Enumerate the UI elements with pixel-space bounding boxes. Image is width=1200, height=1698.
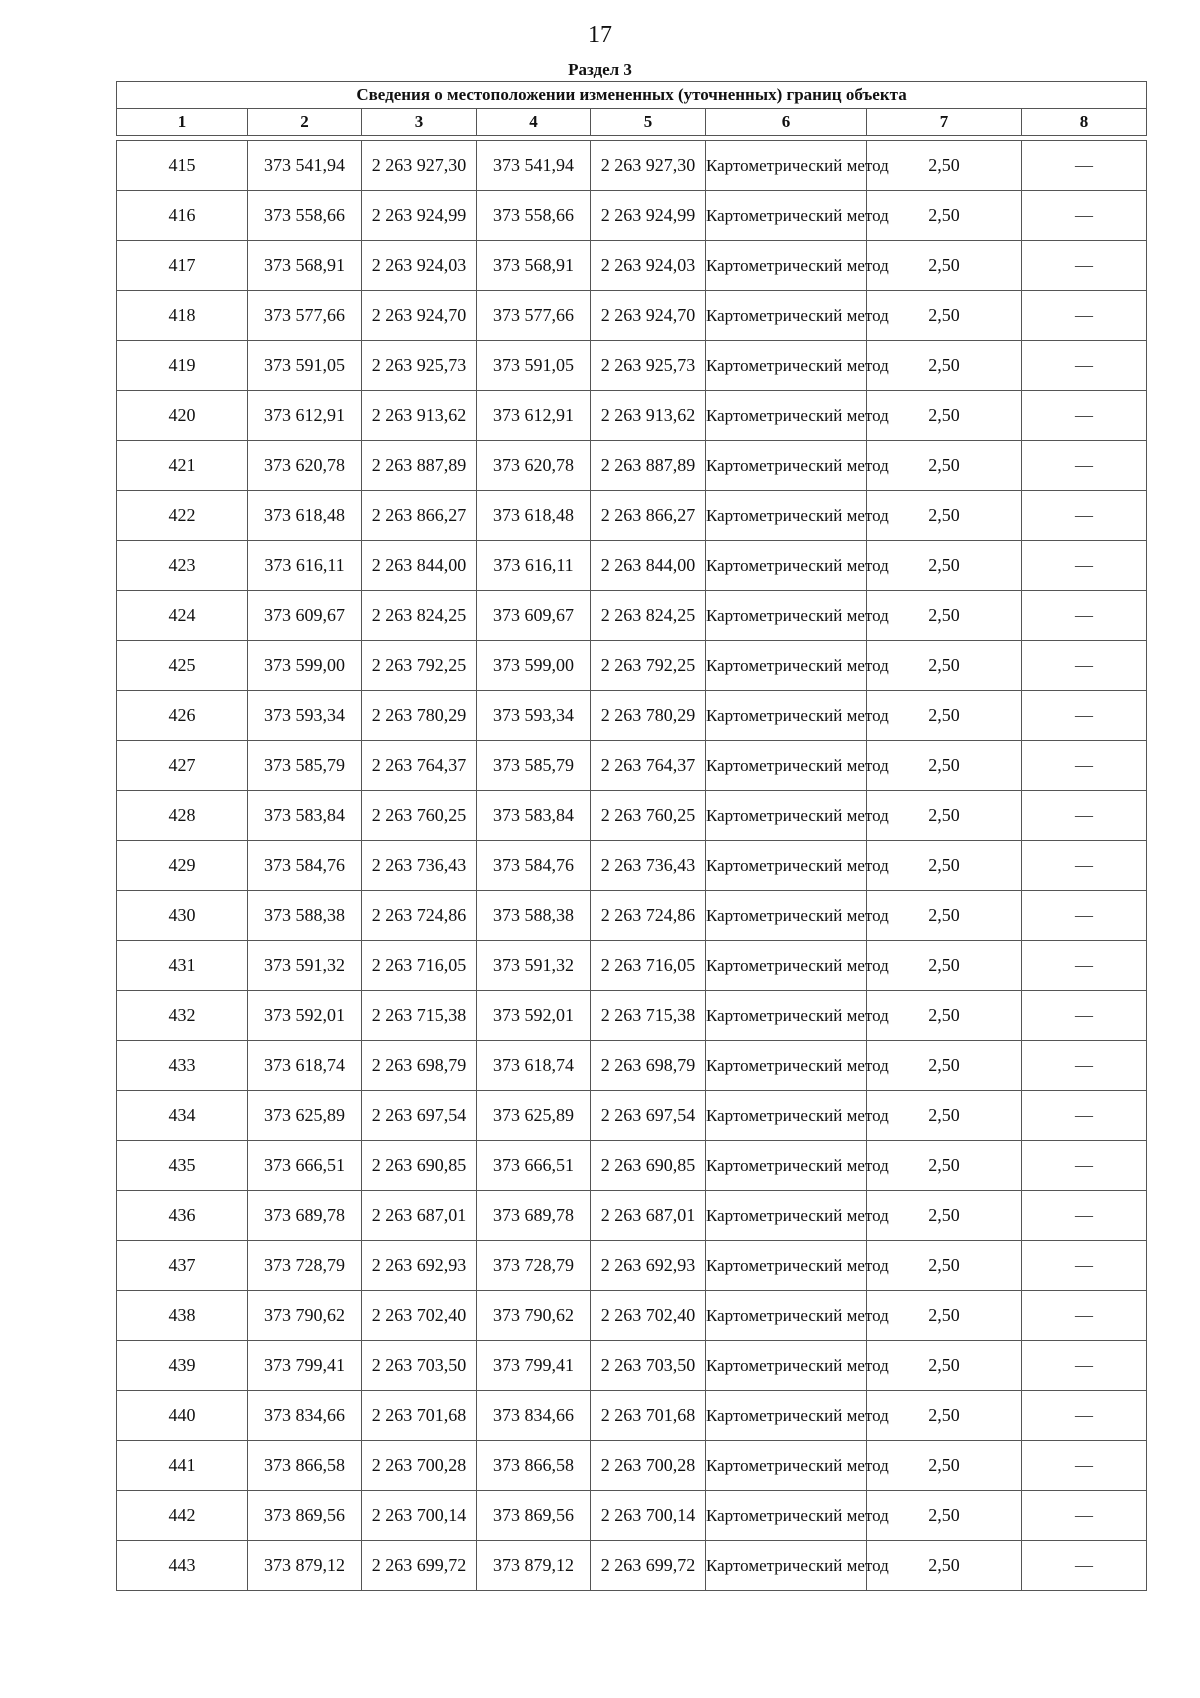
x-refined-cell: 373 879,12 [477, 1541, 591, 1591]
x-refined-cell: 373 541,94 [477, 141, 591, 191]
y-existing-cell: 2 263 698,79 [362, 1041, 477, 1091]
y-existing-cell: 2 263 760,25 [362, 791, 477, 841]
accuracy-cell: 2,50 [867, 1091, 1022, 1141]
section-title: Раздел 3 [568, 60, 632, 79]
note-cell: — [1022, 1041, 1147, 1091]
y-refined-cell: 2 263 697,54 [591, 1091, 706, 1141]
x-refined-cell: 373 583,84 [477, 791, 591, 841]
point-number-cell: 431 [117, 941, 248, 991]
accuracy-cell: 2,50 [867, 1291, 1022, 1341]
y-existing-cell: 2 263 824,25 [362, 591, 477, 641]
note-cell: — [1022, 941, 1147, 991]
note-cell: — [1022, 691, 1147, 741]
point-number-cell: 427 [117, 741, 248, 791]
x-existing-cell: 373 834,66 [248, 1391, 362, 1441]
point-number-cell: 424 [117, 591, 248, 641]
y-refined-cell: 2 263 924,70 [591, 291, 706, 341]
x-existing-cell: 373 609,67 [248, 591, 362, 641]
x-refined-cell: 373 591,05 [477, 341, 591, 391]
page-number: 17 [588, 22, 612, 48]
y-existing-cell: 2 263 844,00 [362, 541, 477, 591]
point-number-cell: 441 [117, 1441, 248, 1491]
point-number-cell: 438 [117, 1291, 248, 1341]
column-number: 8 [1022, 109, 1147, 136]
note-cell: — [1022, 1141, 1147, 1191]
coordinates-table [116, 81, 1147, 1591]
y-refined-cell: 2 263 844,00 [591, 541, 706, 591]
table-row [117, 891, 1147, 941]
y-refined-cell: 2 263 924,03 [591, 241, 706, 291]
y-existing-cell: 2 263 690,85 [362, 1141, 477, 1191]
method-cell: Картометрический метод [706, 1041, 867, 1091]
column-number: 7 [867, 109, 1022, 136]
x-existing-cell: 373 558,66 [248, 191, 362, 241]
column-number: 2 [248, 109, 362, 136]
x-refined-cell: 373 618,48 [477, 491, 591, 541]
y-existing-cell: 2 263 913,62 [362, 391, 477, 441]
point-number-cell: 428 [117, 791, 248, 841]
accuracy-cell: 2,50 [867, 1391, 1022, 1441]
x-existing-cell: 373 625,89 [248, 1091, 362, 1141]
accuracy-cell: 2,50 [867, 941, 1022, 991]
note-cell: — [1022, 741, 1147, 791]
x-existing-cell: 373 618,74 [248, 1041, 362, 1091]
table-row [117, 1141, 1147, 1191]
note-cell: — [1022, 1191, 1147, 1241]
point-number-cell: 423 [117, 541, 248, 591]
accuracy-cell: 2,50 [867, 291, 1022, 341]
x-refined-cell: 373 591,32 [477, 941, 591, 991]
x-refined-cell: 373 728,79 [477, 1241, 591, 1291]
method-cell: Картометрический метод [706, 791, 867, 841]
y-refined-cell: 2 263 760,25 [591, 791, 706, 841]
table-row [117, 841, 1147, 891]
x-existing-cell: 373 790,62 [248, 1291, 362, 1341]
method-cell: Картометрический метод [706, 1391, 867, 1441]
x-existing-cell: 373 593,34 [248, 691, 362, 741]
column-number: 4 [477, 109, 591, 136]
x-refined-cell: 373 599,00 [477, 641, 591, 691]
column-number: 3 [362, 109, 477, 136]
x-refined-cell: 373 609,67 [477, 591, 591, 641]
accuracy-cell: 2,50 [867, 991, 1022, 1041]
y-existing-cell: 2 263 701,68 [362, 1391, 477, 1441]
method-cell: Картометрический метод [706, 1091, 867, 1141]
method-cell: Картометрический метод [706, 391, 867, 441]
table-row [117, 1541, 1147, 1591]
y-existing-cell: 2 263 715,38 [362, 991, 477, 1041]
note-cell: — [1022, 1291, 1147, 1341]
y-refined-cell: 2 263 703,50 [591, 1341, 706, 1391]
table-row [117, 1191, 1147, 1241]
note-cell: — [1022, 1441, 1147, 1491]
y-refined-cell: 2 263 698,79 [591, 1041, 706, 1091]
x-refined-cell: 373 790,62 [477, 1291, 591, 1341]
table-row [117, 391, 1147, 441]
point-number-cell: 432 [117, 991, 248, 1041]
point-number-cell: 433 [117, 1041, 248, 1091]
y-existing-cell: 2 263 692,93 [362, 1241, 477, 1291]
y-refined-cell: 2 263 716,05 [591, 941, 706, 991]
note-cell: — [1022, 341, 1147, 391]
point-number-cell: 425 [117, 641, 248, 691]
table-row [117, 1291, 1147, 1341]
x-refined-cell: 373 620,78 [477, 441, 591, 491]
method-cell: Картометрический метод [706, 541, 867, 591]
method-cell: Картометрический метод [706, 241, 867, 291]
accuracy-cell: 2,50 [867, 1341, 1022, 1391]
accuracy-cell: 2,50 [867, 1191, 1022, 1241]
point-number-cell: 420 [117, 391, 248, 441]
note-cell: — [1022, 641, 1147, 691]
y-existing-cell: 2 263 924,03 [362, 241, 477, 291]
x-refined-cell: 373 869,56 [477, 1491, 591, 1541]
table-row [117, 1491, 1147, 1541]
x-refined-cell: 373 689,78 [477, 1191, 591, 1241]
table-row [117, 741, 1147, 791]
method-cell: Картометрический метод [706, 991, 867, 1041]
x-existing-cell: 373 799,41 [248, 1341, 362, 1391]
x-existing-cell: 373 588,38 [248, 891, 362, 941]
note-cell: — [1022, 391, 1147, 441]
x-existing-cell: 373 689,78 [248, 1191, 362, 1241]
x-refined-cell: 373 834,66 [477, 1391, 591, 1441]
note-cell: — [1022, 241, 1147, 291]
x-existing-cell: 373 592,01 [248, 991, 362, 1041]
accuracy-cell: 2,50 [867, 1441, 1022, 1491]
accuracy-cell: 2,50 [867, 891, 1022, 941]
y-refined-cell: 2 263 927,30 [591, 141, 706, 191]
column-number: 1 [117, 109, 248, 136]
point-number-cell: 430 [117, 891, 248, 941]
x-refined-cell: 373 588,38 [477, 891, 591, 941]
point-number-cell: 440 [117, 1391, 248, 1441]
method-cell: Картометрический метод [706, 491, 867, 541]
x-existing-cell: 373 869,56 [248, 1491, 362, 1541]
point-number-cell: 418 [117, 291, 248, 341]
x-refined-cell: 373 558,66 [477, 191, 591, 241]
note-cell: — [1022, 441, 1147, 491]
y-refined-cell: 2 263 701,68 [591, 1391, 706, 1441]
x-refined-cell: 373 585,79 [477, 741, 591, 791]
point-number-cell: 422 [117, 491, 248, 541]
table-row [117, 541, 1147, 591]
x-existing-cell: 373 577,66 [248, 291, 362, 341]
note-cell: — [1022, 1341, 1147, 1391]
point-number-cell: 421 [117, 441, 248, 491]
x-existing-cell: 373 591,05 [248, 341, 362, 391]
y-existing-cell: 2 263 925,73 [362, 341, 477, 391]
point-number-cell: 434 [117, 1091, 248, 1141]
method-cell: Картометрический метод [706, 1191, 867, 1241]
point-number-cell: 417 [117, 241, 248, 291]
accuracy-cell: 2,50 [867, 1541, 1022, 1591]
accuracy-cell: 2,50 [867, 391, 1022, 441]
y-refined-cell: 2 263 700,28 [591, 1441, 706, 1491]
x-refined-cell: 373 616,11 [477, 541, 591, 591]
y-existing-cell: 2 263 780,29 [362, 691, 477, 741]
y-refined-cell: 2 263 715,38 [591, 991, 706, 1041]
y-refined-cell: 2 263 687,01 [591, 1191, 706, 1241]
note-cell: — [1022, 141, 1147, 191]
accuracy-cell: 2,50 [867, 541, 1022, 591]
method-cell: Картометрический метод [706, 691, 867, 741]
y-refined-cell: 2 263 699,72 [591, 1541, 706, 1591]
method-cell: Картометрический метод [706, 591, 867, 641]
table-row [117, 291, 1147, 341]
point-number-cell: 416 [117, 191, 248, 241]
y-refined-cell: 2 263 824,25 [591, 591, 706, 641]
x-existing-cell: 373 620,78 [248, 441, 362, 491]
point-number-cell: 439 [117, 1341, 248, 1391]
table-body [117, 141, 1147, 1591]
y-existing-cell: 2 263 724,86 [362, 891, 477, 941]
accuracy-cell: 2,50 [867, 441, 1022, 491]
y-existing-cell: 2 263 736,43 [362, 841, 477, 891]
method-cell: Картометрический метод [706, 1491, 867, 1541]
note-cell: — [1022, 1241, 1147, 1291]
table-row [117, 1441, 1147, 1491]
point-number-cell: 419 [117, 341, 248, 391]
y-refined-cell: 2 263 724,86 [591, 891, 706, 941]
note-cell: — [1022, 291, 1147, 341]
x-existing-cell: 373 866,58 [248, 1441, 362, 1491]
point-number-cell: 429 [117, 841, 248, 891]
table-row [117, 1241, 1147, 1291]
x-refined-cell: 373 625,89 [477, 1091, 591, 1141]
column-numbers-row [117, 109, 1147, 136]
table-row [117, 1091, 1147, 1141]
accuracy-cell: 2,50 [867, 1041, 1022, 1091]
y-existing-cell: 2 263 697,54 [362, 1091, 477, 1141]
method-cell: Картометрический метод [706, 1291, 867, 1341]
point-number-cell: 435 [117, 1141, 248, 1191]
method-cell: Картометрический метод [706, 441, 867, 491]
y-refined-cell: 2 263 866,27 [591, 491, 706, 541]
accuracy-cell: 2,50 [867, 141, 1022, 191]
table-row [117, 941, 1147, 991]
note-cell: — [1022, 191, 1147, 241]
y-refined-cell: 2 263 700,14 [591, 1491, 706, 1541]
method-cell: Картометрический метод [706, 641, 867, 691]
column-number: 5 [591, 109, 706, 136]
x-refined-cell: 373 577,66 [477, 291, 591, 341]
x-existing-cell: 373 568,91 [248, 241, 362, 291]
y-existing-cell: 2 263 716,05 [362, 941, 477, 991]
table-row [117, 341, 1147, 391]
method-cell: Картометрический метод [706, 1441, 867, 1491]
table-row [117, 491, 1147, 541]
note-cell: — [1022, 541, 1147, 591]
x-existing-cell: 373 541,94 [248, 141, 362, 191]
accuracy-cell: 2,50 [867, 591, 1022, 641]
y-existing-cell: 2 263 764,37 [362, 741, 477, 791]
y-existing-cell: 2 263 687,01 [362, 1191, 477, 1241]
y-existing-cell: 2 263 703,50 [362, 1341, 477, 1391]
accuracy-cell: 2,50 [867, 191, 1022, 241]
y-existing-cell: 2 263 792,25 [362, 641, 477, 691]
note-cell: — [1022, 891, 1147, 941]
x-existing-cell: 373 879,12 [248, 1541, 362, 1591]
note-cell: — [1022, 791, 1147, 841]
y-existing-cell: 2 263 924,70 [362, 291, 477, 341]
x-existing-cell: 373 616,11 [248, 541, 362, 591]
table-row [117, 1391, 1147, 1441]
method-cell: Картометрический метод [706, 1541, 867, 1591]
y-existing-cell: 2 263 702,40 [362, 1291, 477, 1341]
y-existing-cell: 2 263 887,89 [362, 441, 477, 491]
y-existing-cell: 2 263 699,72 [362, 1541, 477, 1591]
table-row [117, 591, 1147, 641]
point-number-cell: 442 [117, 1491, 248, 1541]
accuracy-cell: 2,50 [867, 341, 1022, 391]
y-existing-cell: 2 263 700,14 [362, 1491, 477, 1541]
point-number-cell: 426 [117, 691, 248, 741]
table-row [117, 641, 1147, 691]
y-refined-cell: 2 263 924,99 [591, 191, 706, 241]
point-number-cell: 443 [117, 1541, 248, 1591]
x-refined-cell: 373 584,76 [477, 841, 591, 891]
method-cell: Картометрический метод [706, 1241, 867, 1291]
y-refined-cell: 2 263 690,85 [591, 1141, 706, 1191]
x-existing-cell: 373 728,79 [248, 1241, 362, 1291]
accuracy-cell: 2,50 [867, 1491, 1022, 1541]
x-existing-cell: 373 612,91 [248, 391, 362, 441]
x-existing-cell: 373 599,00 [248, 641, 362, 691]
y-refined-cell: 2 263 913,62 [591, 391, 706, 441]
method-cell: Картометрический метод [706, 741, 867, 791]
x-existing-cell: 373 583,84 [248, 791, 362, 841]
table-row [117, 191, 1147, 241]
accuracy-cell: 2,50 [867, 1241, 1022, 1291]
accuracy-cell: 2,50 [867, 241, 1022, 291]
method-cell: Картометрический метод [706, 191, 867, 241]
table-row [117, 241, 1147, 291]
x-refined-cell: 373 568,91 [477, 241, 591, 291]
x-refined-cell: 373 618,74 [477, 1041, 591, 1091]
x-existing-cell: 373 618,48 [248, 491, 362, 541]
y-refined-cell: 2 263 792,25 [591, 641, 706, 691]
x-refined-cell: 373 612,91 [477, 391, 591, 441]
method-cell: Картометрический метод [706, 1141, 867, 1191]
accuracy-cell: 2,50 [867, 691, 1022, 741]
y-refined-cell: 2 263 925,73 [591, 341, 706, 391]
note-cell: — [1022, 841, 1147, 891]
table-caption: Сведения о местоположении измененных (уточненных) границ объекта [117, 82, 1147, 109]
method-cell: Картометрический метод [706, 841, 867, 891]
x-refined-cell: 373 592,01 [477, 991, 591, 1041]
method-cell: Картометрический метод [706, 1341, 867, 1391]
note-cell: — [1022, 1391, 1147, 1441]
y-refined-cell: 2 263 780,29 [591, 691, 706, 741]
note-cell: — [1022, 1541, 1147, 1591]
table-row [117, 1041, 1147, 1091]
accuracy-cell: 2,50 [867, 791, 1022, 841]
method-cell: Картометрический метод [706, 291, 867, 341]
accuracy-cell: 2,50 [867, 641, 1022, 691]
accuracy-cell: 2,50 [867, 841, 1022, 891]
y-existing-cell: 2 263 866,27 [362, 491, 477, 541]
accuracy-cell: 2,50 [867, 741, 1022, 791]
y-refined-cell: 2 263 887,89 [591, 441, 706, 491]
y-refined-cell: 2 263 764,37 [591, 741, 706, 791]
y-refined-cell: 2 263 702,40 [591, 1291, 706, 1341]
x-existing-cell: 373 666,51 [248, 1141, 362, 1191]
x-refined-cell: 373 866,58 [477, 1441, 591, 1491]
column-number: 6 [706, 109, 867, 136]
y-refined-cell: 2 263 736,43 [591, 841, 706, 891]
accuracy-cell: 2,50 [867, 1141, 1022, 1191]
method-cell: Картометрический метод [706, 941, 867, 991]
table-row [117, 791, 1147, 841]
table-row [117, 991, 1147, 1041]
x-existing-cell: 373 584,76 [248, 841, 362, 891]
note-cell: — [1022, 491, 1147, 541]
method-cell: Картометрический метод [706, 341, 867, 391]
table-row [117, 441, 1147, 491]
note-cell: — [1022, 591, 1147, 641]
table-row [117, 691, 1147, 741]
y-existing-cell: 2 263 700,28 [362, 1441, 477, 1491]
point-number-cell: 415 [117, 141, 248, 191]
x-refined-cell: 373 666,51 [477, 1141, 591, 1191]
x-existing-cell: 373 585,79 [248, 741, 362, 791]
note-cell: — [1022, 1491, 1147, 1541]
method-cell: Картометрический метод [706, 141, 867, 191]
note-cell: — [1022, 991, 1147, 1041]
method-cell: Картометрический метод [706, 891, 867, 941]
y-existing-cell: 2 263 924,99 [362, 191, 477, 241]
point-number-cell: 437 [117, 1241, 248, 1291]
x-existing-cell: 373 591,32 [248, 941, 362, 991]
table-row [117, 141, 1147, 191]
note-cell: — [1022, 1091, 1147, 1141]
accuracy-cell: 2,50 [867, 491, 1022, 541]
table-row [117, 1341, 1147, 1391]
y-refined-cell: 2 263 692,93 [591, 1241, 706, 1291]
x-refined-cell: 373 593,34 [477, 691, 591, 741]
point-number-cell: 436 [117, 1191, 248, 1241]
x-refined-cell: 373 799,41 [477, 1341, 591, 1391]
y-existing-cell: 2 263 927,30 [362, 141, 477, 191]
